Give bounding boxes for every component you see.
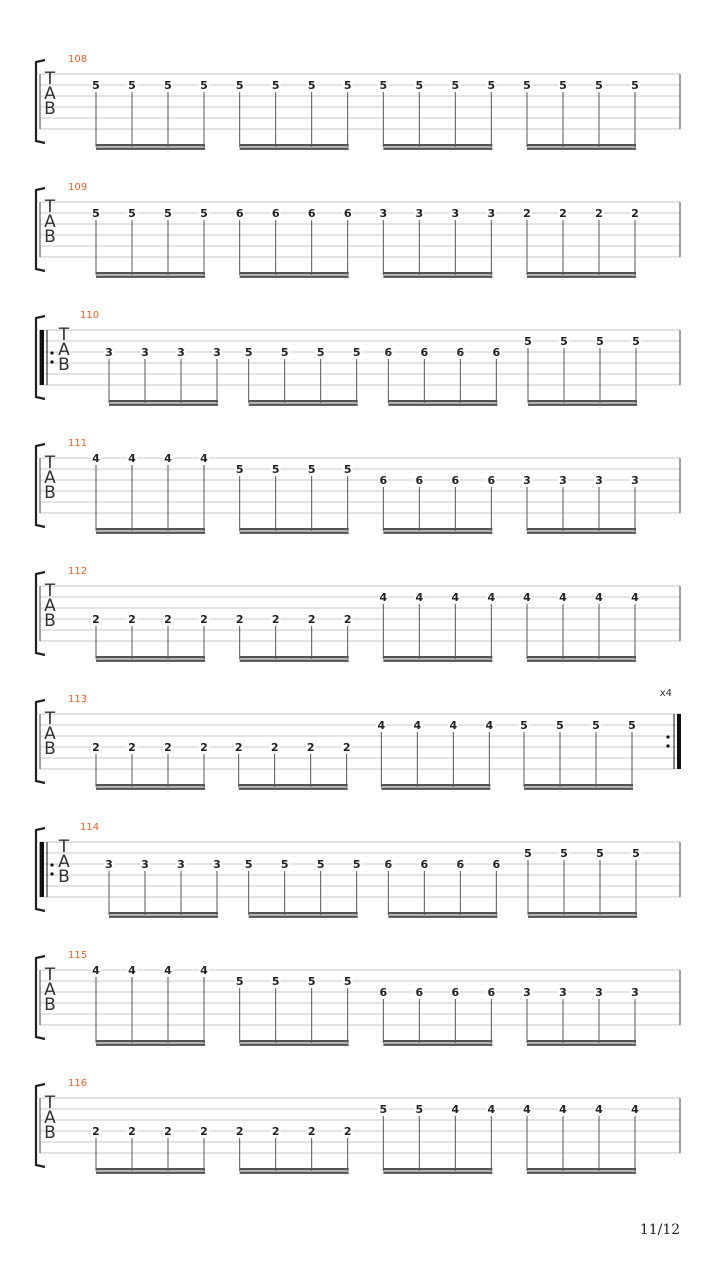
measure-number: 114 — [80, 822, 100, 833]
fret-number: 5 — [523, 79, 531, 92]
beam — [240, 656, 349, 658]
fret-number: 3 — [595, 474, 603, 487]
measure-number: 113 — [68, 694, 88, 705]
measure-number: 111 — [68, 438, 88, 449]
fret-number: 4 — [487, 1103, 496, 1116]
beam — [239, 784, 348, 786]
fret-number: 4 — [164, 964, 172, 977]
fret-number: 3 — [559, 986, 567, 999]
tab-clef-letter: T — [44, 1093, 56, 1113]
fret-number: 5 — [244, 858, 253, 871]
fret-number: 4 — [451, 1103, 460, 1116]
measure-number: 112 — [68, 566, 88, 577]
fret-number: 4 — [595, 1103, 603, 1116]
fret-number: 2 — [200, 741, 208, 754]
beam — [96, 788, 205, 790]
fret-number: 3 — [595, 986, 603, 999]
beam — [109, 404, 218, 406]
beam — [528, 916, 637, 918]
fret-number: 6 — [384, 346, 393, 359]
beam — [527, 148, 636, 150]
beam — [383, 148, 492, 150]
fret-number: 5 — [595, 79, 603, 92]
fret-number: 3 — [213, 858, 221, 871]
fret-number: 5 — [596, 335, 604, 348]
fret-number: 4 — [451, 591, 460, 604]
tab-clef-letter: B — [44, 611, 56, 631]
fret-number: 4 — [631, 591, 639, 604]
beam — [96, 1168, 205, 1170]
fret-number: 5 — [632, 847, 640, 860]
fret-number: 5 — [592, 719, 600, 732]
beam — [527, 660, 636, 662]
tab-system — [36, 182, 680, 278]
fret-number: 5 — [316, 858, 325, 871]
fret-number: 6 — [384, 858, 393, 871]
tab-system — [36, 54, 680, 150]
fret-number: 5 — [128, 207, 136, 220]
fret-number: 4 — [485, 719, 494, 732]
fret-number: 2 — [271, 1125, 280, 1138]
fret-number: 3 — [523, 986, 531, 999]
beam — [96, 144, 205, 146]
beam — [527, 1168, 636, 1170]
beam — [240, 1172, 349, 1174]
beam — [383, 144, 492, 146]
fret-number: 6 — [379, 986, 388, 999]
fret-number: 4 — [559, 591, 567, 604]
fret-number: 4 — [559, 1103, 567, 1116]
fret-number: 6 — [271, 207, 280, 220]
beam — [388, 912, 497, 914]
fret-number: 4 — [487, 591, 496, 604]
measure-number: 110 — [80, 310, 100, 321]
fret-number: 5 — [415, 79, 424, 92]
fret-number: 2 — [307, 613, 316, 626]
fret-number: 5 — [164, 79, 172, 92]
fret-number: 6 — [420, 346, 429, 359]
tab-clef-letter: A — [58, 852, 70, 872]
beam — [383, 660, 492, 662]
tab-clef-letter: T — [44, 453, 56, 473]
fret-number: 2 — [92, 1125, 100, 1138]
measure-number: 116 — [68, 1078, 88, 1089]
beam — [527, 532, 636, 534]
fret-number: 5 — [128, 79, 136, 92]
tab-system — [36, 566, 680, 662]
beam — [383, 532, 492, 534]
fret-number: 5 — [343, 79, 352, 92]
fret-number: 2 — [128, 741, 136, 754]
fret-number: 4 — [377, 719, 386, 732]
beam — [96, 276, 205, 278]
fret-number: 4 — [379, 591, 388, 604]
fret-number: 5 — [352, 858, 361, 871]
fret-number: 4 — [128, 452, 136, 465]
beam — [249, 916, 358, 918]
tab-clef-letter: A — [44, 212, 56, 232]
repeat-dot — [50, 360, 53, 363]
fret-number: 2 — [523, 207, 531, 220]
page-number: 11/12 — [639, 1222, 681, 1238]
tab-clef-letter: B — [44, 1123, 56, 1143]
fret-number: 4 — [200, 964, 208, 977]
fret-number: 6 — [451, 986, 460, 999]
beam — [527, 1040, 636, 1042]
fret-number: 6 — [492, 346, 501, 359]
fret-number: 4 — [523, 1103, 531, 1116]
beam — [527, 656, 636, 658]
fret-number: 6 — [420, 858, 429, 871]
tab-clef-letter: A — [44, 84, 56, 104]
fret-number: 5 — [343, 975, 352, 988]
fret-number: 5 — [271, 79, 280, 92]
tab-system — [36, 688, 681, 790]
repeat-dot — [50, 351, 53, 354]
fret-number: 5 — [559, 79, 567, 92]
fret-number: 2 — [235, 613, 244, 626]
fret-number: 2 — [200, 613, 208, 626]
fret-number: 3 — [141, 346, 149, 359]
beam — [240, 660, 349, 662]
fret-number: 6 — [492, 858, 501, 871]
fret-number: 3 — [631, 986, 639, 999]
beam — [240, 532, 349, 534]
tab-clef-letter: T — [44, 709, 56, 729]
beam — [240, 276, 349, 278]
measure-number: 108 — [68, 54, 88, 65]
beam — [527, 272, 636, 274]
beam — [383, 656, 492, 658]
beam — [96, 784, 205, 786]
fret-number: 6 — [487, 986, 496, 999]
fret-number: 2 — [234, 741, 243, 754]
fret-number: 5 — [92, 79, 100, 92]
beam — [383, 1044, 492, 1046]
fret-number: 6 — [235, 207, 244, 220]
fret-number: 5 — [316, 346, 325, 359]
fret-number: 5 — [307, 79, 316, 92]
measure-number: 109 — [68, 182, 88, 193]
tab-system — [36, 950, 680, 1046]
beam — [240, 1044, 349, 1046]
beam — [109, 916, 218, 918]
repeat-start-thick-bar — [40, 842, 44, 897]
tab-system — [36, 310, 680, 406]
beam — [96, 528, 205, 530]
beam — [240, 272, 349, 274]
fret-number: 3 — [487, 207, 496, 220]
tab-clef-letter: B — [44, 99, 56, 119]
tab-system — [36, 438, 680, 534]
beam — [239, 788, 348, 790]
fret-number: 2 — [306, 741, 315, 754]
fret-number: 5 — [200, 207, 208, 220]
fret-number: 5 — [632, 335, 640, 348]
fret-number: 5 — [307, 463, 316, 476]
fret-number: 5 — [487, 79, 496, 92]
fret-number: 6 — [307, 207, 316, 220]
beam — [240, 144, 349, 146]
fret-number: 2 — [559, 207, 567, 220]
fret-number: 4 — [413, 719, 422, 732]
fret-number: 5 — [280, 346, 289, 359]
beam — [96, 532, 205, 534]
beam — [527, 1172, 636, 1174]
fret-number: 3 — [141, 858, 149, 871]
tab-clef-letter: B — [44, 739, 56, 759]
fret-number: 2 — [270, 741, 279, 754]
tab-clef-letter: B — [58, 355, 70, 375]
fret-number: 2 — [271, 613, 280, 626]
fret-number: 5 — [560, 335, 568, 348]
fret-number: 6 — [379, 474, 388, 487]
tab-clef-letter: T — [44, 69, 56, 89]
beam — [528, 400, 637, 402]
repeat-count: x4 — [659, 688, 672, 699]
beam — [383, 1172, 492, 1174]
tab-clef-letter: T — [44, 197, 56, 217]
beam — [383, 1168, 492, 1170]
tab-clef-letter: B — [58, 867, 70, 887]
fret-number: 5 — [379, 79, 388, 92]
fret-number: 5 — [235, 975, 244, 988]
fret-number: 2 — [343, 1125, 352, 1138]
fret-number: 3 — [177, 346, 185, 359]
fret-number: 3 — [105, 858, 113, 871]
fret-number: 5 — [628, 719, 636, 732]
fret-number: 2 — [128, 613, 136, 626]
fret-number: 2 — [92, 613, 100, 626]
fret-number: 4 — [415, 591, 424, 604]
beam — [96, 1172, 205, 1174]
beam — [388, 404, 497, 406]
fret-number: 4 — [92, 452, 100, 465]
beam — [109, 912, 218, 914]
fret-number: 6 — [456, 346, 465, 359]
fret-number: 6 — [456, 858, 465, 871]
fret-number: 4 — [523, 591, 531, 604]
fret-number: 5 — [560, 847, 568, 860]
fret-number: 4 — [631, 1103, 639, 1116]
beam — [527, 1044, 636, 1046]
beam — [527, 528, 636, 530]
fret-number: 5 — [244, 346, 253, 359]
repeat-dot — [50, 863, 53, 866]
fret-number: 5 — [92, 207, 100, 220]
fret-number: 5 — [200, 79, 208, 92]
repeat-dot — [666, 735, 669, 738]
fret-number: 2 — [164, 1125, 172, 1138]
beam — [528, 912, 637, 914]
fret-number: 2 — [342, 741, 351, 754]
fret-number: 5 — [524, 847, 532, 860]
fret-number: 4 — [200, 452, 208, 465]
fret-number: 2 — [164, 613, 172, 626]
tab-system — [36, 1078, 680, 1174]
beam — [528, 404, 637, 406]
fret-number: 5 — [280, 858, 289, 871]
fret-number: 3 — [559, 474, 567, 487]
beam — [240, 148, 349, 150]
fret-number: 2 — [235, 1125, 244, 1138]
fret-number: 3 — [379, 207, 388, 220]
fret-number: 3 — [415, 207, 424, 220]
tab-clef-letter: T — [44, 581, 56, 601]
fret-number: 6 — [343, 207, 352, 220]
fret-number: 5 — [451, 79, 460, 92]
beam — [383, 276, 492, 278]
tab-system — [36, 822, 680, 918]
beam — [96, 1040, 205, 1042]
fret-number: 3 — [105, 346, 113, 359]
beam — [96, 656, 205, 658]
beam — [388, 916, 497, 918]
beam — [96, 148, 205, 150]
fret-number: 2 — [307, 1125, 316, 1138]
tab-clef-letter: A — [44, 596, 56, 616]
fret-number: 5 — [164, 207, 172, 220]
fret-number: 2 — [92, 741, 100, 754]
fret-number: 5 — [271, 463, 280, 476]
fret-number: 3 — [213, 346, 221, 359]
tab-clef-letter: B — [44, 483, 56, 503]
measure-number: 115 — [68, 950, 88, 961]
fret-number: 5 — [520, 719, 528, 732]
fret-number: 2 — [631, 207, 639, 220]
repeat-dot — [50, 872, 53, 875]
fret-number: 4 — [92, 964, 100, 977]
fret-number: 5 — [235, 463, 244, 476]
repeat-dot — [666, 744, 669, 747]
tab-clef-letter: T — [58, 837, 70, 857]
fret-number: 5 — [343, 463, 352, 476]
fret-number: 3 — [451, 207, 460, 220]
tab-clef-letter: A — [44, 468, 56, 488]
fret-number: 5 — [235, 79, 244, 92]
fret-number: 3 — [177, 858, 185, 871]
beam — [96, 660, 205, 662]
fret-number: 2 — [200, 1125, 208, 1138]
fret-number: 5 — [307, 975, 316, 988]
beam — [249, 400, 358, 402]
fret-number: 6 — [487, 474, 496, 487]
beam — [388, 400, 497, 402]
tab-clef-letter: T — [44, 965, 56, 985]
fret-number: 3 — [631, 474, 639, 487]
tab-clef-letter: A — [44, 1108, 56, 1128]
beam — [96, 272, 205, 274]
fret-number: 6 — [451, 474, 460, 487]
tab-clef-letter: B — [44, 227, 56, 247]
fret-number: 5 — [524, 335, 532, 348]
fret-number: 6 — [415, 986, 424, 999]
tab-clef-letter: A — [44, 980, 56, 1000]
fret-number: 4 — [449, 719, 458, 732]
tab-clef-letter: T — [58, 325, 70, 345]
tab-clef-letter: A — [44, 724, 56, 744]
beam — [96, 1044, 205, 1046]
fret-number: 6 — [415, 474, 424, 487]
fret-number: 5 — [271, 975, 280, 988]
fret-number: 2 — [343, 613, 352, 626]
fret-number: 5 — [415, 1103, 424, 1116]
fret-number: 4 — [128, 964, 136, 977]
fret-number: 4 — [164, 452, 172, 465]
fret-number: 2 — [595, 207, 603, 220]
beam — [381, 784, 490, 786]
beam — [383, 1040, 492, 1042]
beam — [527, 144, 636, 146]
beam — [240, 1040, 349, 1042]
beam — [240, 1168, 349, 1170]
fret-number: 2 — [128, 1125, 136, 1138]
beam — [524, 788, 633, 790]
beam — [109, 400, 218, 402]
beam — [249, 404, 358, 406]
fret-number: 2 — [164, 741, 172, 754]
repeat-end-thick-bar — [677, 714, 681, 769]
beam — [240, 528, 349, 530]
beam — [383, 272, 492, 274]
fret-number: 5 — [379, 1103, 388, 1116]
beam — [249, 912, 358, 914]
fret-number: 3 — [523, 474, 531, 487]
beam — [524, 784, 633, 786]
fret-number: 5 — [556, 719, 564, 732]
repeat-start-thick-bar — [40, 330, 44, 385]
beam — [383, 528, 492, 530]
tab-clef-letter: B — [44, 995, 56, 1015]
tab-clef-letter: A — [58, 340, 70, 360]
fret-number: 4 — [595, 591, 603, 604]
fret-number: 5 — [596, 847, 604, 860]
fret-number: 5 — [631, 79, 639, 92]
fret-number: 5 — [352, 346, 361, 359]
beam — [381, 788, 490, 790]
beam — [527, 276, 636, 278]
